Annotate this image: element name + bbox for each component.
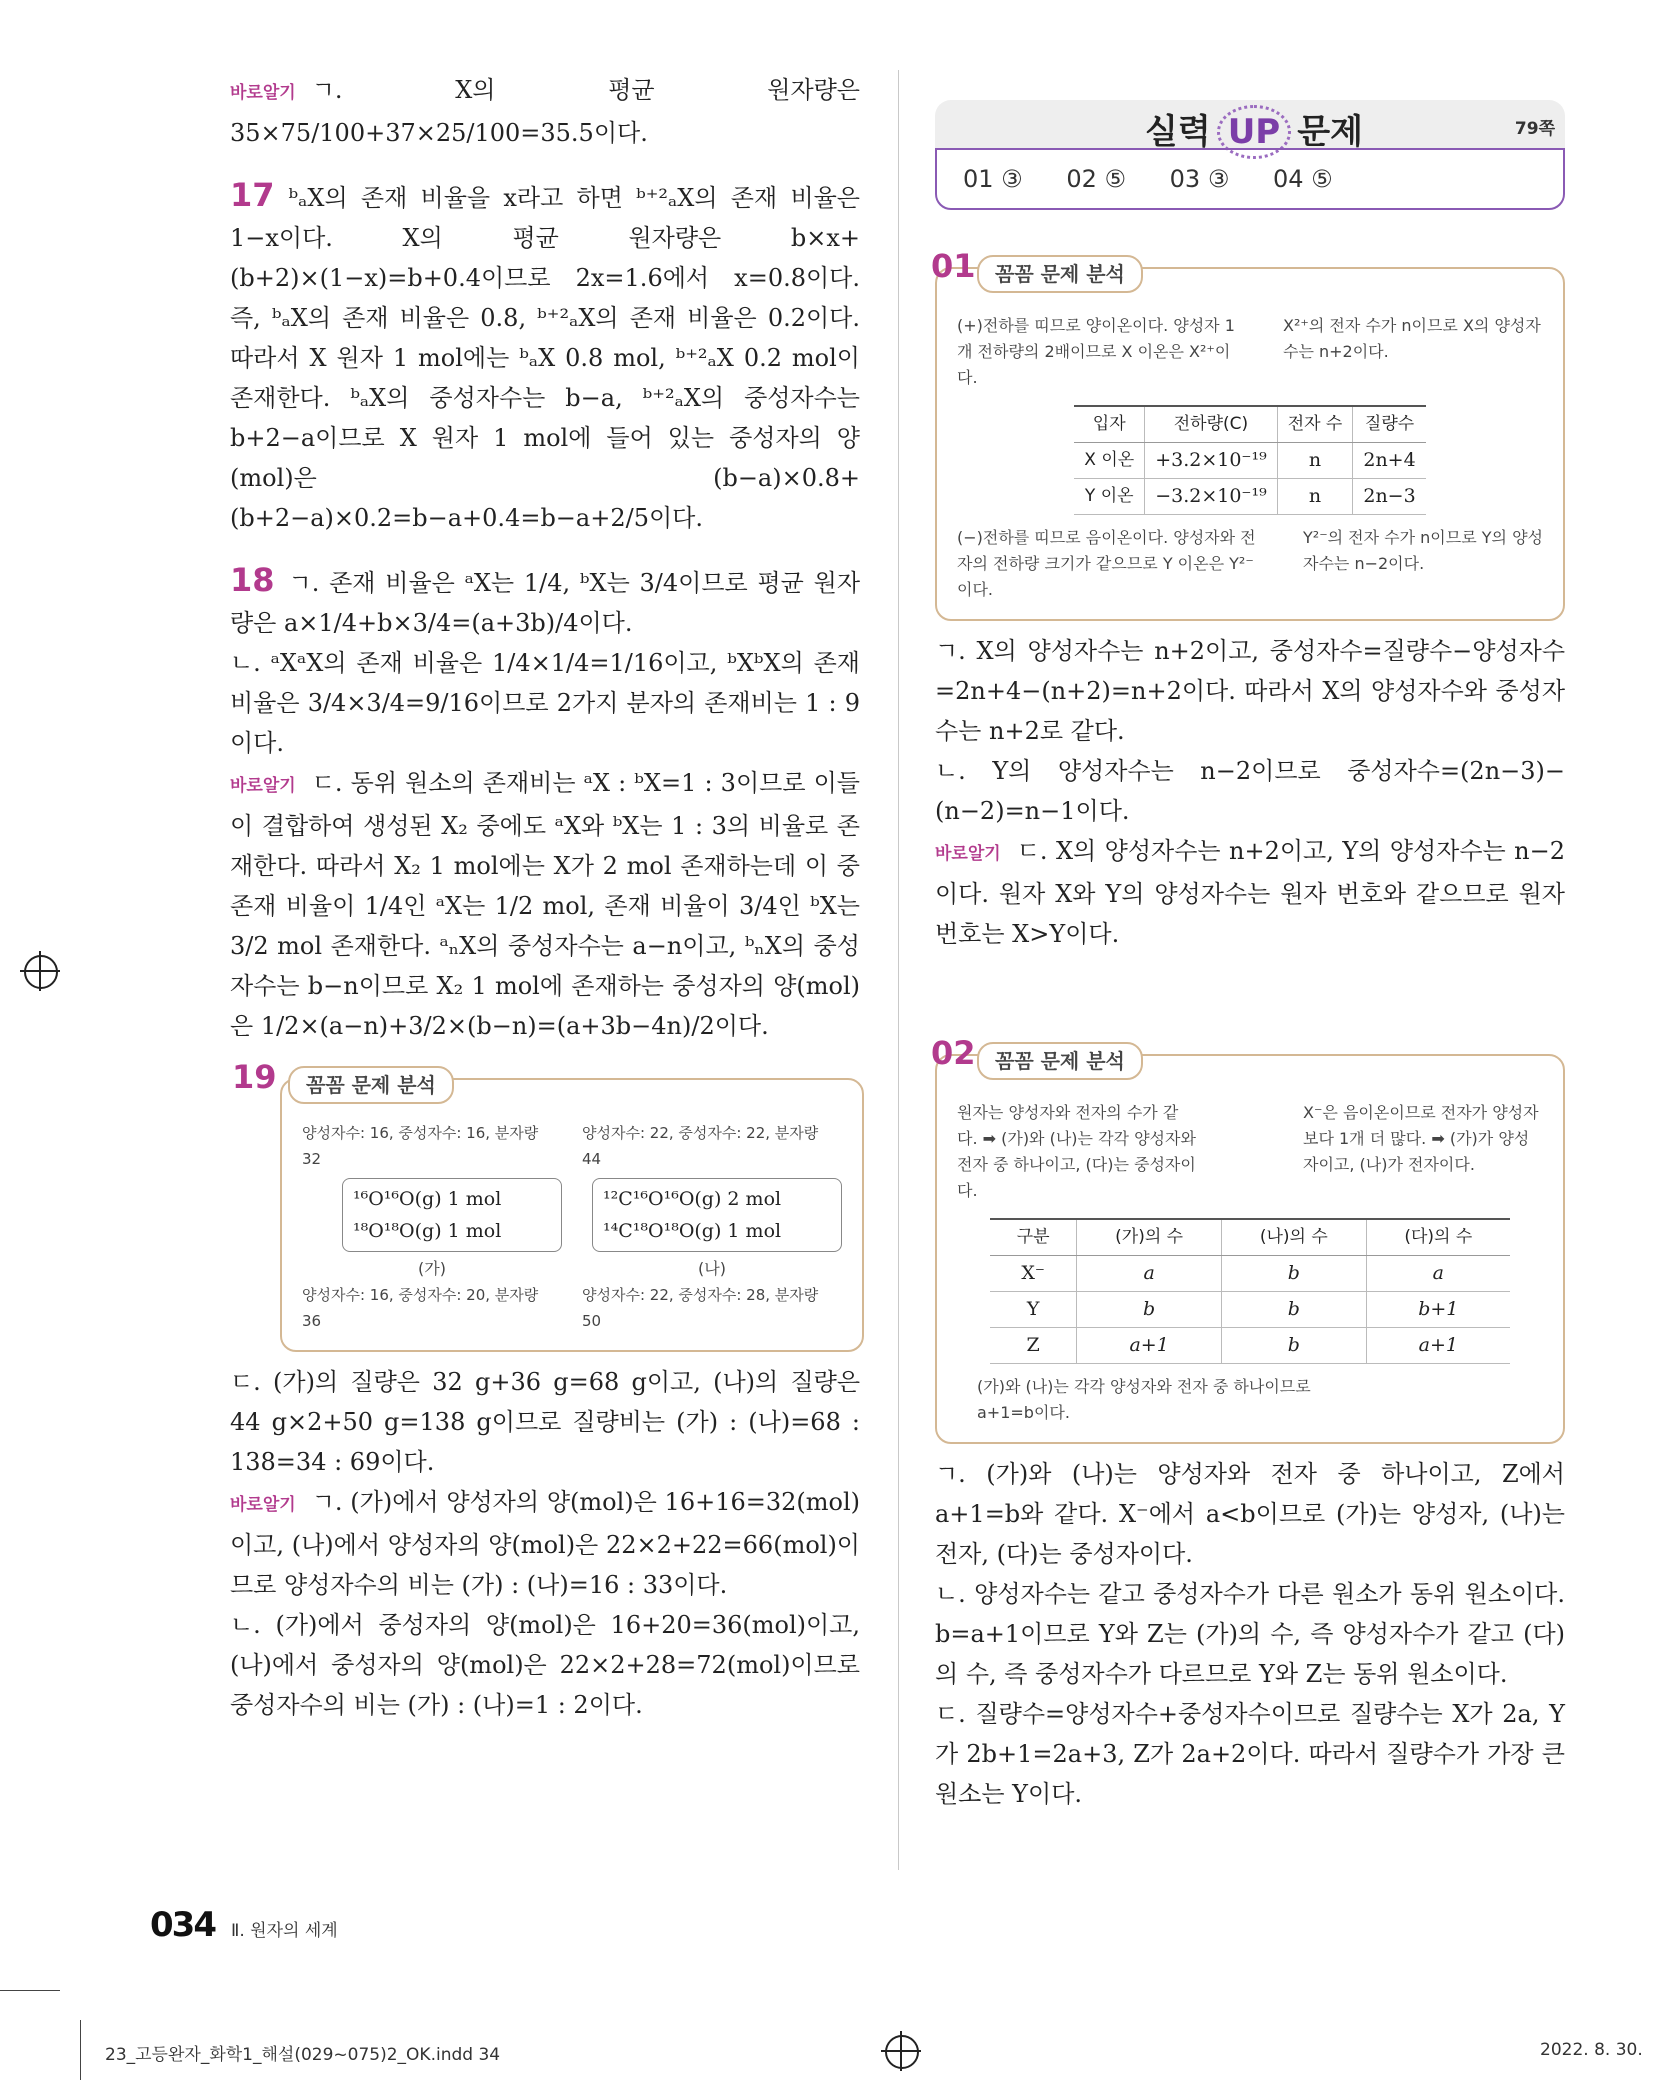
q18-p2: ㄴ. ᵃXᵃX의 존재 비율은 1/4×1/4=1/16이고, ᵇXᵇX의 존재 비율은 3/4×3/4=9/16이므로 2가지 분자의 존재비는 1 : 9이다. [230, 649, 860, 757]
title-up: UP [1217, 105, 1292, 159]
page-footer [150, 1905, 338, 1945]
column-divider [898, 70, 899, 1870]
table-header: (다)의 수 [1366, 1219, 1510, 1256]
print-date: 2022. 8. 30. [1540, 2040, 1643, 2060]
table-row [990, 1328, 1510, 1364]
correction-tag: 바로알기 [230, 83, 296, 103]
table-cell: X⁻ [990, 1256, 1077, 1292]
title-pre: 실력 [1145, 112, 1211, 152]
table-header: 입자 [1074, 406, 1144, 443]
q02-p2: ㄴ. 양성자수는 같고 중성자수가 다른 원소가 동위 원소이다. b=a+1이므로 Y와 Z는 (가)의 수, 즉 양성자수가 같고 (다)의 수, 즉 중성자수가 다르므로 Y와 Z는 동위 원소이다. [935, 1580, 1565, 1688]
question-18 [230, 560, 860, 643]
table-cell: b [1221, 1256, 1366, 1292]
right-column [931, 247, 1565, 1814]
answer-item: 04 ⑤ [1272, 165, 1333, 193]
table-cell: 2n+4 [1353, 443, 1426, 479]
correction-tag: 바로알기 [230, 1495, 296, 1515]
page-number: 034 [150, 1905, 215, 1945]
na-molecule-box [592, 1178, 842, 1252]
q02-p1: ㄱ. (가)와 (나)는 양성자와 전자 중 하나이고, Z에서 a+1=b와 같다. X⁻에서 a<b이므로 (가)는 양성자, (나)는 전자, (다)는 중성자이다. [935, 1460, 1565, 1568]
table-cell: −3.2×10⁻¹⁹ [1145, 479, 1278, 515]
box-title: 꼼꼼 문제 분석 [977, 255, 1143, 293]
part-title: Ⅱ. 원자의 세계 [230, 1921, 338, 1941]
left-column [230, 70, 860, 1725]
prev-answer-text: ㄱ. X의 평균 원자량은 35×75/100+37×25/100=35.5이다. [230, 76, 860, 147]
q01-note-bottom-left: (−)전하를 띠므로 음이온이다. 양성자와 전자의 전하량 크기가 같으므로 Y 이온은 Y²⁻이다. [957, 528, 1256, 599]
question-number: 02 [931, 1034, 976, 1072]
header-title [1145, 104, 1363, 153]
q19-p1: ㄷ. (가)의 질량은 32 g+36 g=68 g이고, (나)의 질량은 44 g×2+50 g=138 g이므로 질량비는 (가) : (나)=68 : 138=34 : 69이다. [230, 1368, 860, 1476]
table-cell: a [1077, 1256, 1222, 1292]
table-cell: 2n−3 [1353, 479, 1426, 515]
table-cell: n [1277, 443, 1353, 479]
page-reference: 79쪽 [1514, 119, 1555, 139]
q02-note-top-left: 원자는 양성자와 전자의 수가 같다. ➡ (가)와 (나)는 각각 양성자와 전자 중 하나이고, (다)는 중성자이다. [957, 1103, 1196, 1200]
answer-key [935, 148, 1565, 210]
q01-p1: ㄱ. X의 양성자수는 n+2이고, 중성자수=질량수−양성자수=2n+4−(n+2)=n+2이다. 따라서 X의 양성자수와 중성자수는 n+2로 같다. [935, 637, 1565, 745]
table-header: 전하량(C) [1145, 406, 1278, 443]
table-cell: X 이온 [1074, 443, 1144, 479]
table-header: (나)의 수 [1221, 1219, 1366, 1256]
registration-mark-icon [885, 2035, 919, 2069]
question-17 [230, 175, 860, 538]
table-cell: a+1 [1077, 1328, 1222, 1364]
q01-p2: ㄴ. Y의 양성자수는 n−2이므로 중성자수=(2n−3)−(n−2)=n−1이다. [935, 757, 1565, 825]
ga-bottom-note: 양성자수: 16, 중성자수: 20, 분자량 36 [302, 1286, 539, 1330]
q02-analysis-box [931, 1034, 1565, 1444]
q02-note-top-right: X⁻은 음이온이므로 전자가 양성자보다 1개 더 많다. ➡ (가)가 양성자이고, (나)가 전자이다. [1303, 1103, 1539, 1174]
table-cell: Z [990, 1328, 1077, 1364]
q02-note-bottom: (가)와 (나)는 각각 양성자와 전자 중 하나이므로 a+1=b이다. [977, 1377, 1311, 1422]
diagram-na [582, 1120, 842, 1334]
table-cell: Y 이온 [1074, 479, 1144, 515]
q01-analysis-box [931, 247, 1565, 621]
table-cell: Y [990, 1292, 1077, 1328]
correction-tag: 바로알기 [935, 844, 1001, 864]
table-cell: a+1 [1366, 1328, 1510, 1364]
question-number: 01 [931, 247, 976, 285]
table-cell: n [1277, 479, 1353, 515]
answer-item: 01 ③ [963, 165, 1023, 193]
q01-p3-wrap [935, 831, 1565, 954]
table-cell: b [1221, 1292, 1366, 1328]
diagram-ga [302, 1120, 562, 1334]
table-header: 전자 수 [1277, 406, 1353, 443]
na-label: (나) [698, 1259, 726, 1278]
q18-p1: ㄱ. 존재 비율은 ᵃX는 1/4, ᵇX는 3/4이므로 평균 원자량은 a×1/4+b×3/4=(a+3b)/4이다. [230, 569, 860, 637]
question-number: 19 [232, 1058, 277, 1096]
table-header: (가)의 수 [1077, 1219, 1222, 1256]
registration-mark-icon [24, 955, 58, 989]
q19-p3: ㄴ. (가)에서 중성자의 양(mol)은 16+20=36(mol)이고, (나)에서 중성자의 양(mol)은 22×2+28=72(mol)이므로 중성자수의 비는 (가) : (나)=1 : 2이다. [230, 1611, 860, 1719]
ga-molecule-box [342, 1178, 562, 1252]
q01-p3: ㄷ. X의 양성자수는 n+2이고, Y의 양성자수는 n−2이다. 원자 X와 Y의 양성자수는 원자 번호와 같으므로 원자 번호는 X>Y이다. [935, 837, 1565, 948]
ga-line1: ¹⁶O¹⁶O(g) 1 mol [353, 1188, 502, 1210]
na-top-note: 양성자수: 22, 중성자수: 22, 분자량 44 [582, 1124, 819, 1168]
box-title: 꼼꼼 문제 분석 [288, 1066, 454, 1104]
q01-note-top-right: X²⁺의 전자 수가 n이므로 X의 양성자수는 n+2이다. [1283, 316, 1541, 361]
table-row [990, 1256, 1510, 1292]
table-cell: a [1366, 1256, 1510, 1292]
q19-p2-wrap [230, 1482, 860, 1605]
crop-mark [0, 1990, 60, 1991]
q18-p3-wrap [230, 763, 860, 1046]
na-line2: ¹⁴C¹⁸O¹⁸O(g) 1 mol [603, 1220, 782, 1242]
table-row [990, 1292, 1510, 1328]
box-title: 꼼꼼 문제 분석 [977, 1042, 1143, 1080]
table-cell: +3.2×10⁻¹⁹ [1145, 443, 1278, 479]
correction-tag: 바로알기 [230, 776, 296, 796]
q18-p3: ㄷ. 동위 원소의 존재비는 ᵃX : ᵇX=1 : 3이므로 이들이 결합하여 생성된 X₂ 중에도 ᵃX와 ᵇX는 1 : 3의 비율로 존재한다. 따라서 X₂ 1 mol에는 X가 2 mol 존재하는데 이 중 존재 비율이 1/4인 ᵃX는 1/2 mol, 존재 비율이 3/4인 ᵇX는 3/2 mol 존재한다. ᵃₙX의 중성자수는 a−n이고, ᵇₙX의 중성자수는 b−n이므로 X₂ 1 mol에 존재하는 중성자의 양(mol)은 1/2×(a−n)+3/2×(b−n)=(a+3b−4n)/2이다. [230, 769, 860, 1040]
table-header: 구분 [990, 1219, 1077, 1256]
table-cell: b [1077, 1292, 1222, 1328]
table-cell: b+1 [1366, 1292, 1510, 1328]
ga-line2: ¹⁸O¹⁸O(g) 1 mol [353, 1220, 502, 1242]
na-bottom-note: 양성자수: 22, 중성자수: 28, 분자량 50 [582, 1286, 819, 1330]
q01-note-top-left: (+)전하를 띠므로 양이온이다. 양성자 1개 전하량의 2배이므로 X 이온은 X²⁺이다. [957, 316, 1235, 387]
q17-text: ᵇₐX의 존재 비율을 x라고 하면 ᵇ⁺²ₐX의 존재 비율은 1−x이다. X의 평균 원자량은 b×x+(b+2)×(1−x)=b+0.4이므로 2x=1.6에서 x=0.8이다. 즉, ᵇₐX의 존재 비율은 0.8, ᵇ⁺²ₐX의 존재 비율은 0.2이다. 따라서 X 원자 1 mol에는 ᵇₐX 0.8 mol, ᵇ⁺²ₐX 0.2 mol이 존재한다. ᵇₐX의 중성자수는 b−a, ᵇ⁺²ₐX의 중성자수는 b+2−a이므로 X 원자 1 mol에 들어 있는 중성자의 양(mol)은 (b−a)×0.8+(b+2−a)×0.2=b−a+0.4=b−a+2/5이다. [230, 184, 860, 532]
answer-item: 03 ③ [1169, 165, 1230, 193]
q19-p2: ㄱ. (가)에서 양성자의 양(mol)은 16+16=32(mol)이고, (나)에서 양성자의 양(mol)은 22×2+22=66(mol)이므로 양성자수의 비는 (가) : (나)=16 : 33이다. [230, 1488, 860, 1599]
question-number: 18 [230, 561, 275, 599]
q01-table [1074, 405, 1425, 515]
question-number: 17 [230, 176, 275, 214]
ga-label: (가) [418, 1259, 446, 1278]
table-cell: b [1221, 1328, 1366, 1364]
answer-item: 02 ⑤ [1066, 165, 1127, 193]
table-row [1074, 479, 1425, 515]
q02-table [990, 1218, 1510, 1364]
table-header: 질량수 [1353, 406, 1426, 443]
q02-p3: ㄷ. 질량수=양성자수+중성자수이므로 질량수는 X가 2a, Y가 2b+1=2a+3, Z가 2a+2이다. 따라서 질량수가 가장 큰 원소는 Y이다. [935, 1700, 1565, 1808]
crop-mark [80, 2020, 81, 2080]
prev-answer [230, 70, 860, 153]
table-row [1074, 443, 1425, 479]
file-slug: 23_고등완자_화학1_해설(029~075)2_OK.indd 34 [105, 2045, 501, 2065]
title-post: 문제 [1297, 112, 1363, 152]
section-header [935, 100, 1565, 210]
q01-note-bottom-right: Y²⁻의 전자 수가 n이므로 Y의 양성자수는 n−2이다. [1303, 528, 1543, 573]
na-line1: ¹²C¹⁶O¹⁶O(g) 2 mol [603, 1188, 782, 1210]
q19-analysis-box [232, 1058, 864, 1352]
ga-top-note: 양성자수: 16, 중성자수: 16, 분자량 32 [302, 1124, 539, 1168]
